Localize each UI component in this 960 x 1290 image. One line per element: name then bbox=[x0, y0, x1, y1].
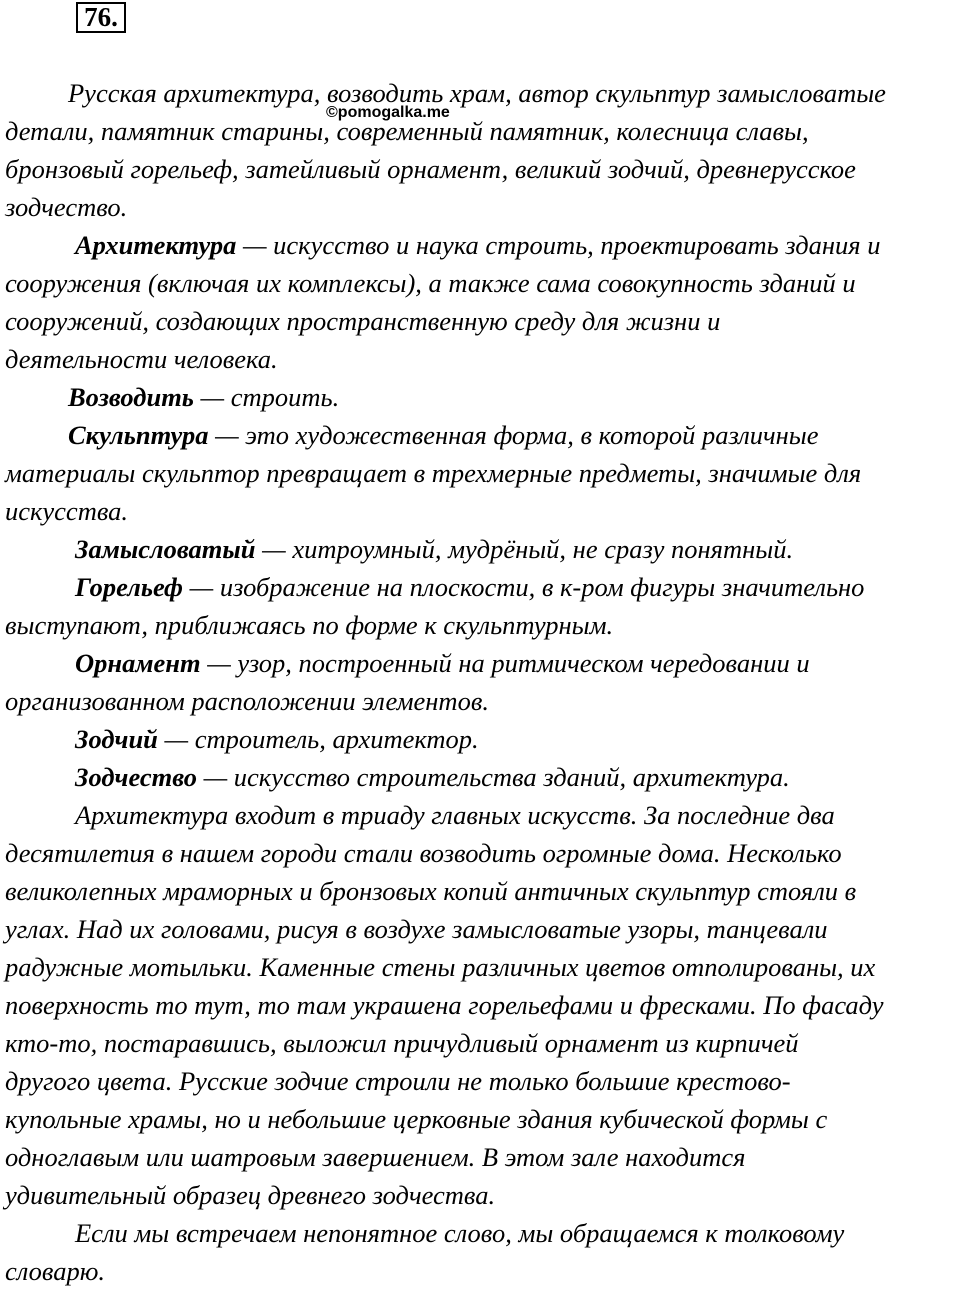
text-line bbox=[5, 644, 960, 682]
text-line: деятельности человека. bbox=[5, 344, 278, 374]
definition-zamyslovaty bbox=[5, 530, 960, 568]
text-line bbox=[5, 378, 960, 416]
conclusion-paragraph bbox=[5, 1214, 960, 1290]
intro-paragraph bbox=[5, 74, 960, 226]
story-paragraph bbox=[5, 796, 960, 1214]
definition-text: — изображение на плоскости, в к-ром фигуры значительно bbox=[183, 572, 865, 602]
definition-text: — хитроумный, мудрёный, не сразу понятный. bbox=[255, 534, 794, 564]
text-line: материалы скульптор превращает в трехмерные предметы, значимые для bbox=[5, 458, 862, 488]
definition-text: — искусство строительства зданий, архитектура. bbox=[196, 762, 790, 792]
text-line: углах. Над их головами, рисуя в воздухе замысловатые узоры, танцевали bbox=[5, 914, 828, 944]
definition-architecture bbox=[5, 226, 960, 378]
text-line: одноглавым или шатровым завершением. В этом зале находится bbox=[5, 1142, 746, 1172]
text-line: купольные храмы, но и небольшие церковные здания кубической формы с bbox=[5, 1104, 828, 1134]
text-line: кто-то, постаравшись, выложил причудливый орнамент из кирпичей bbox=[5, 1028, 799, 1058]
text-line: великолепных мраморных и бронзовых копий античных скульптур стояли в bbox=[5, 876, 857, 906]
text-line bbox=[5, 530, 960, 568]
definition-text: — это художественная форма, в которой различные bbox=[208, 420, 819, 450]
definition-sculpture bbox=[5, 416, 960, 530]
text-line bbox=[5, 226, 960, 264]
text-line: словарю. bbox=[5, 1256, 106, 1286]
text-line: другого цвета. Русские зодчие строили не только большие крестово- bbox=[5, 1066, 791, 1096]
text-line bbox=[5, 568, 960, 606]
text-line: искусства. bbox=[5, 496, 129, 526]
text-line: поверхность то тут, то там украшена горельефами и фресками. По фасаду bbox=[5, 990, 884, 1020]
text-line: детали, памятник старины, современный памятник, колесница славы, bbox=[5, 116, 809, 146]
definition-text: — узор, построенный на ритмическом чередовании и bbox=[200, 648, 810, 678]
text-line bbox=[5, 758, 960, 796]
text-line: удивительный образец древнего зодчества. bbox=[5, 1180, 496, 1210]
text-line: зодчество. bbox=[5, 192, 128, 222]
text-body bbox=[5, 74, 960, 1290]
text-line: Если мы встречаем непонятное слово, мы обращаемся к толковому bbox=[75, 1218, 845, 1248]
definition-ornament bbox=[5, 644, 960, 720]
definition-term: Возводить bbox=[68, 382, 194, 412]
text-line: сооружений, создающих пространственную среду для жизни и bbox=[5, 306, 721, 336]
text-line bbox=[5, 416, 960, 454]
definition-term: Горельеф bbox=[75, 572, 184, 602]
definition-text: — искусство и наука строить, проектировать здания и bbox=[236, 230, 881, 260]
definition-term: Орнамент bbox=[75, 648, 201, 678]
text-line: бронзовый горельеф, затейливый орнамент, великий зодчий, древнерусское bbox=[5, 154, 856, 184]
text-line: радужные мотыльки. Каменные стены различных цветов отполированы, их bbox=[5, 952, 876, 982]
text-line: Архитектура входит в триаду главных искусств. За последние два bbox=[75, 800, 835, 830]
definition-vozvodit bbox=[5, 378, 960, 416]
exercise-number: 76. bbox=[76, 2, 126, 33]
text-line: организованном расположении элементов. bbox=[5, 686, 489, 716]
watermark: ©pomogalka.me bbox=[326, 104, 450, 121]
definition-term: Зодчество bbox=[75, 762, 197, 792]
definition-term: Скульптура bbox=[68, 420, 209, 450]
definition-zodchy bbox=[5, 720, 960, 758]
definition-gorelef bbox=[5, 568, 960, 644]
definition-text: — строитель, архитектор. bbox=[157, 724, 479, 754]
text-line: Русская архитектура, возводить храм, автор скульптур замысловатые bbox=[68, 78, 886, 108]
definition-zodchestvo bbox=[5, 758, 960, 796]
definition-term: Архитектура bbox=[75, 230, 237, 260]
definition-text: — строить. bbox=[193, 382, 340, 412]
text-line: сооружения (включая их комплексы), а также сама совокупность зданий и bbox=[5, 268, 856, 298]
definition-term: Зодчий bbox=[75, 724, 158, 754]
text-line: выступают, приближаясь по форме к скульптурным. bbox=[5, 610, 614, 640]
text-line: десятилетия в нашем городи стали возводить огромные дома. Несколько bbox=[5, 838, 842, 868]
definition-term: Замысловатый bbox=[75, 534, 256, 564]
text-line bbox=[5, 720, 960, 758]
